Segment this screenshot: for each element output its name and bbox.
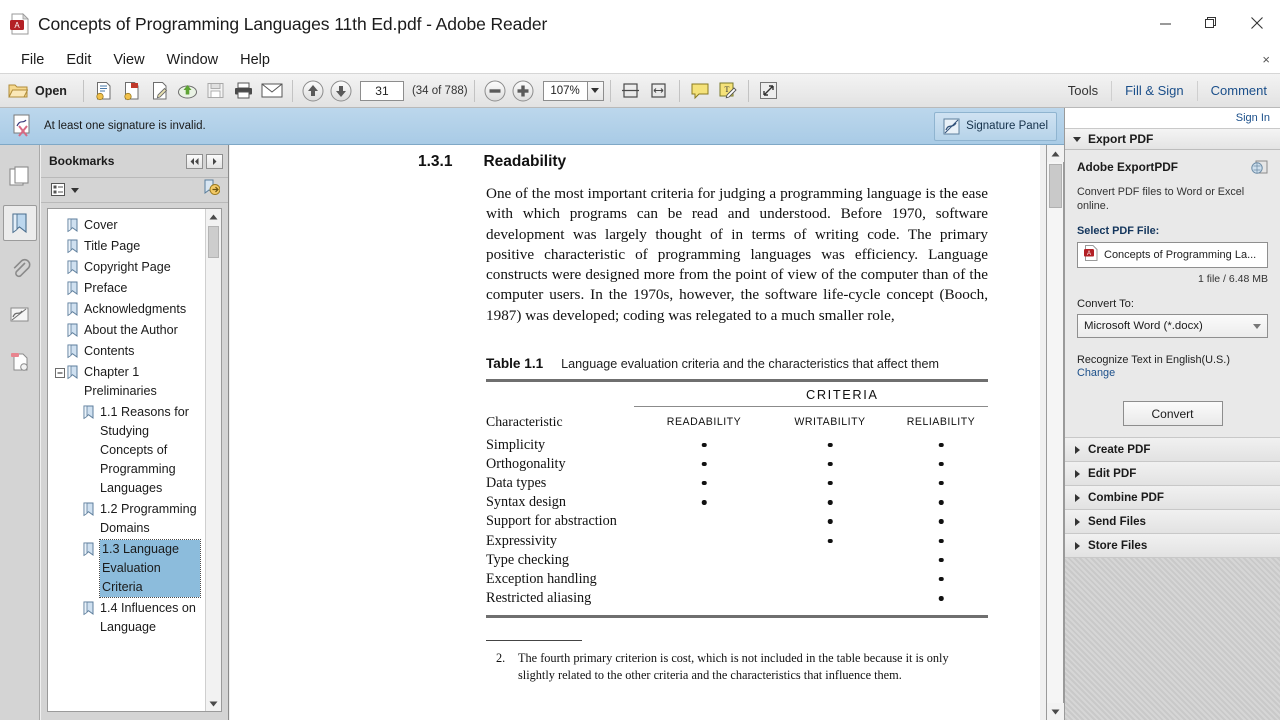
convert-to-select[interactable]	[1077, 314, 1268, 338]
bookmark-icon	[82, 601, 95, 616]
pdf-page	[230, 145, 1040, 720]
svg-text:T: T	[724, 85, 729, 94]
expand-panel-button[interactable]	[206, 154, 223, 169]
bookmarks-toolbar	[41, 177, 228, 203]
table-row	[486, 570, 988, 589]
tools-panel	[1064, 108, 1280, 720]
footnote-rule	[486, 640, 582, 641]
table-mark-reliability	[939, 558, 944, 563]
combine-pdf-section[interactable]	[1065, 485, 1280, 510]
edit-pdf-label: Edit PDF	[1088, 467, 1137, 480]
menu-window[interactable]: Window	[166, 52, 219, 68]
bookmark-icon	[66, 323, 79, 338]
table-column-readability: READABILITY	[666, 415, 742, 428]
bookmark-icon	[66, 365, 79, 380]
bookmark-icon	[82, 502, 95, 517]
table-mark-writability	[828, 443, 833, 448]
table-header-row	[486, 412, 988, 436]
collapse-panel-button[interactable]	[186, 154, 203, 169]
zoom-level-input[interactable]: 107%	[543, 81, 587, 101]
document-scrollbar[interactable]	[1046, 145, 1064, 720]
signature-panel-label: Signature Panel	[966, 120, 1048, 132]
table-row-header-label: Characteristic	[486, 413, 563, 429]
previous-page-icon[interactable]	[299, 77, 327, 105]
fit-width-icon[interactable]	[645, 77, 673, 105]
bookmark-item-1-2-programming-domains[interactable]	[54, 499, 203, 539]
destinations-icon[interactable]	[3, 343, 37, 379]
bookmarks-title: Bookmarks	[49, 154, 115, 168]
scrollbar-thumb[interactable]	[1049, 164, 1062, 208]
pdf-file-icon	[1084, 245, 1098, 266]
pdf-document-icon	[10, 13, 30, 35]
bookmark-label: 1.1 Reasons for Studying Concepts of Programming Languages	[100, 405, 189, 495]
chevron-down-icon	[71, 188, 79, 193]
bookmark-icon	[66, 239, 79, 254]
bookmark-options-icon[interactable]	[51, 183, 79, 197]
table-mark-writability	[828, 539, 833, 544]
scroll-up-icon[interactable]	[206, 209, 221, 224]
bookmark-item-chapter-1-preliminaries[interactable]	[54, 362, 203, 402]
bookmark-label: Title Page	[84, 239, 141, 253]
open-button[interactable]	[0, 77, 77, 105]
table-row	[486, 551, 988, 570]
scrollbar-thumb[interactable]	[208, 226, 219, 258]
attachments-icon[interactable]	[3, 251, 37, 287]
table-row	[486, 436, 988, 455]
zoom-in-icon[interactable]	[509, 77, 537, 105]
minimize-button[interactable]	[1142, 0, 1188, 46]
section-number: 1.3.1	[418, 153, 453, 170]
footnote	[496, 650, 988, 683]
chevron-right-icon	[1075, 518, 1080, 526]
table-mark-reliability	[939, 519, 944, 524]
table-column-reliability: RELIABILITY	[906, 415, 976, 428]
sign-in-link[interactable]: Sign In	[1235, 112, 1270, 124]
bookmark-item-cover[interactable]	[54, 215, 203, 236]
signature-panel-button[interactable]	[934, 112, 1057, 141]
bookmark-label: About the Author	[84, 323, 178, 337]
bookmark-item-title-page[interactable]	[54, 236, 203, 257]
toolbar-right-group	[1055, 74, 1280, 107]
table-cell-characteristic: Syntax design	[486, 494, 566, 511]
navigation-rail	[0, 145, 40, 720]
bookmark-icon	[66, 344, 79, 359]
create-pdf-icon[interactable]	[90, 77, 118, 105]
signature-panel-icon	[943, 118, 960, 135]
double-chevron-left-icon	[189, 157, 200, 166]
close-document-button[interactable]: ×	[1262, 52, 1270, 67]
footnote-text: The fourth primary criterion is cost, which is not included in the table because it is only slightly related to the other criteria and the characteristics that influence them.	[518, 651, 949, 682]
bookmark-icon	[66, 302, 79, 317]
selected-file-field[interactable]	[1077, 242, 1268, 268]
table-row	[486, 474, 988, 493]
chevron-right-icon	[1075, 470, 1080, 478]
table-cell-characteristic: Exception handling	[486, 570, 597, 587]
bookmark-label: Contents	[84, 344, 135, 358]
table-number: Table 1.1	[486, 356, 544, 372]
save-icon[interactable]	[202, 77, 230, 105]
export-pdf-title: Export PDF	[1088, 132, 1154, 146]
table-bottom-rule	[486, 615, 988, 618]
collapse-twisty-icon[interactable]	[54, 367, 65, 378]
signatures-icon[interactable]	[3, 297, 37, 333]
bookmarks-list	[48, 209, 205, 711]
bookmark-label: 1.2 Programming Domains	[100, 502, 197, 535]
export-pdf-description: Convert PDF files to Word or Excel online.	[1077, 186, 1245, 212]
cloud-upload-icon[interactable]	[174, 77, 202, 105]
document-view[interactable]	[230, 145, 1040, 720]
zoom-dropdown-button[interactable]	[587, 81, 604, 101]
chevron-right-icon	[210, 157, 219, 166]
scroll-down-icon[interactable]	[1047, 703, 1064, 720]
create-pdf-section[interactable]	[1065, 437, 1280, 462]
bookmarks-list-container	[47, 208, 222, 712]
table-group-rule	[634, 406, 988, 407]
main-toolbar	[0, 74, 1280, 108]
signature-warning-text: At least one signature is invalid.	[44, 120, 206, 132]
bookmark-item-1-4-influences-on-language[interactable]	[54, 598, 203, 638]
table-cell-characteristic: Data types	[486, 474, 547, 491]
bookmark-item-preface[interactable]	[54, 278, 203, 299]
bookmark-item-1-3-language-evaluation-criteria[interactable]	[54, 539, 203, 598]
section-heading	[418, 153, 1040, 171]
store-files-section[interactable]	[1065, 533, 1280, 558]
recognize-text-label: Recognize Text in English(U.S.)	[1077, 354, 1230, 366]
bookmark-item-copyright-page[interactable]	[54, 257, 203, 278]
page-thumbnails-icon[interactable]	[3, 159, 37, 195]
sticky-note-icon[interactable]	[686, 77, 714, 105]
toolbar-separator	[748, 80, 749, 102]
chevron-right-icon	[1075, 494, 1080, 502]
table-cell-characteristic: Restricted aliasing	[486, 590, 592, 607]
bookmark-item-about-the-author[interactable]	[54, 320, 203, 341]
open-folder-icon	[8, 82, 28, 99]
chevron-right-icon	[1075, 446, 1080, 454]
menu-help[interactable]: Help	[240, 52, 270, 68]
bookmark-icon	[66, 281, 79, 296]
bookmarks-scrollbar[interactable]	[205, 209, 221, 711]
table-mark-reliability	[939, 596, 944, 601]
fill-and-sign-button[interactable]: Fill & Sign	[1125, 83, 1184, 98]
table-group-header-row	[486, 382, 988, 408]
table-group-header: CRITERIA	[806, 386, 879, 402]
bookmark-icon	[66, 260, 79, 275]
bookmark-label: 1.4 Influences on Language	[100, 601, 196, 634]
chevron-right-icon	[1075, 542, 1080, 550]
selected-file-name: Concepts of Programming La...	[1104, 249, 1257, 261]
toolbar-separator	[292, 80, 293, 102]
tools-button[interactable]: Tools	[1067, 83, 1099, 98]
sign-in-bar	[1065, 108, 1280, 128]
menu-file[interactable]: File	[21, 52, 45, 68]
table-row	[486, 589, 988, 608]
toolbar-separator	[679, 80, 680, 102]
toolbar-separator	[610, 80, 611, 102]
next-page-icon[interactable]	[327, 77, 355, 105]
page-number-input[interactable]: 31	[360, 81, 404, 101]
scroll-down-icon[interactable]	[206, 696, 221, 711]
table-row	[486, 455, 988, 474]
export-pdf-body	[1065, 150, 1280, 438]
table-mark-writability	[828, 519, 833, 524]
menu-bar	[0, 47, 1280, 74]
window-title: Concepts of Programming Languages 11th Ed.pdf - Adobe Reader	[38, 13, 548, 34]
footnote-number: 2.	[496, 651, 506, 666]
bookmarks-panel-header	[41, 145, 228, 177]
toolbar-separator	[83, 80, 84, 102]
file-size-label: 1 file / 6.48 MB	[1197, 273, 1268, 285]
body-paragraph: One of the most important criteria for judging a programming language is the ease with which programs can be read and understood. Before 1970, software development was largely thought of in terms of writing code. The primary positive characteristic of programming languages was efficiency. Language constructs were designed more from the point of view of the computer than of the computer users. In the 1970s, however, the software life-cycle concept (Booch, 1987) was developed; coding was relegated to a much smaller role,	[486, 185, 988, 324]
new-bookmark-icon[interactable]	[203, 179, 220, 201]
table-column-writability: WRITABILITY	[794, 415, 866, 428]
fit-page-icon[interactable]	[617, 77, 645, 105]
export-pdf-badge-icon	[1251, 160, 1268, 181]
toolbar-separator	[474, 80, 475, 102]
table-mark-reliability	[939, 481, 944, 486]
edit-pdf-icon[interactable]	[146, 77, 174, 105]
window-controls	[1142, 0, 1280, 46]
bookmark-icon	[82, 405, 95, 420]
table-mark-reliability	[939, 577, 944, 582]
scroll-up-icon[interactable]	[1047, 145, 1064, 162]
table-row	[486, 493, 988, 512]
send-files-section[interactable]	[1065, 509, 1280, 534]
panel-filler	[1065, 558, 1280, 720]
highlight-text-icon[interactable]	[714, 77, 742, 105]
convert-to-label: Convert To:	[1077, 298, 1135, 310]
invalid-signature-icon	[12, 114, 34, 138]
page-count-label: (34 of 788)	[411, 84, 468, 97]
zoom-out-icon[interactable]	[481, 77, 509, 105]
export-pdf-icon[interactable]	[118, 77, 146, 105]
export-pdf-brand: Adobe ExportPDF	[1077, 160, 1178, 174]
table-row	[486, 532, 988, 551]
bookmark-label: Chapter 1 Preliminaries	[84, 365, 157, 398]
bookmark-label: Acknowledgments	[84, 302, 187, 316]
bookmarks-nav-buttons	[186, 154, 223, 169]
bookmarks-panel	[41, 145, 229, 720]
edit-pdf-section[interactable]	[1065, 461, 1280, 486]
convert-button-label: Convert	[1151, 406, 1194, 421]
email-icon[interactable]	[258, 77, 286, 105]
bookmark-item-acknowledgments[interactable]	[54, 299, 203, 320]
pdf-page-content	[230, 145, 1040, 683]
bookmarks-icon[interactable]	[3, 205, 37, 241]
table-mark-writability	[828, 481, 833, 486]
table-mark-reliability	[939, 443, 944, 448]
chevron-down-icon	[591, 88, 599, 93]
table-mark-reliability	[939, 500, 944, 505]
table-mark-writability	[828, 500, 833, 505]
bookmark-item-contents[interactable]	[54, 341, 203, 362]
bookmark-label: Copyright Page	[84, 260, 171, 274]
convert-to-value: Microsoft Word (*.docx)	[1084, 320, 1203, 332]
select-pdf-file-label: Select PDF File:	[1077, 225, 1160, 237]
table-row	[486, 512, 988, 531]
table-cell-characteristic: Simplicity	[486, 436, 546, 453]
send-files-label: Send Files	[1088, 515, 1146, 528]
menu-edit[interactable]: Edit	[66, 52, 92, 68]
convert-button[interactable]	[1123, 401, 1223, 426]
svg-text:A: A	[1086, 250, 1092, 257]
chevron-down-icon	[1073, 137, 1081, 142]
table-cell-characteristic: Type checking	[486, 551, 569, 568]
close-button[interactable]	[1234, 0, 1280, 46]
table-cell-characteristic: Support for abstraction	[486, 513, 617, 530]
menu-view[interactable]: View	[113, 52, 145, 68]
table-mark-readability	[702, 462, 707, 467]
table-mark-readability	[702, 500, 707, 505]
evaluation-criteria-table	[486, 379, 988, 618]
signature-warning-bar	[0, 108, 1065, 145]
page-title: Readability	[483, 153, 567, 170]
bookmark-icon	[66, 218, 79, 233]
export-pdf-brand-row	[1077, 160, 1268, 181]
open-button-label: Open	[35, 83, 67, 98]
table-cell-characteristic: Expressivity	[486, 532, 557, 549]
create-pdf-label: Create PDF	[1088, 443, 1151, 456]
bookmark-label: Preface	[84, 281, 128, 295]
comment-button[interactable]: Comment	[1210, 83, 1267, 98]
table-caption-text: Language evaluation criteria and the characteristics that affect them	[561, 357, 939, 372]
bookmark-label: Cover	[84, 218, 118, 232]
chevron-down-icon	[1253, 324, 1261, 329]
print-icon[interactable]	[230, 77, 258, 105]
table-mark-readability	[702, 481, 707, 486]
combine-pdf-label: Combine PDF	[1088, 491, 1165, 504]
store-files-label: Store Files	[1088, 539, 1148, 552]
change-language-link[interactable]: Change	[1077, 367, 1116, 379]
table-mark-reliability	[939, 462, 944, 467]
bookmark-label: 1.3 Language Evaluation Criteria	[100, 540, 200, 597]
table-mark-reliability	[939, 539, 944, 544]
table-mark-readability	[702, 443, 707, 448]
export-pdf-section-header[interactable]	[1065, 128, 1280, 150]
bookmark-item-1-1-reasons-for-studying[interactable]	[54, 402, 203, 499]
bookmark-icon	[82, 542, 95, 557]
title-bar	[0, 0, 1280, 48]
table-cell-characteristic: Orthogonality	[486, 455, 566, 472]
svg-text:A: A	[14, 21, 20, 31]
read-mode-icon[interactable]	[755, 77, 783, 105]
maximize-button[interactable]	[1188, 0, 1234, 46]
table-mark-writability	[828, 462, 833, 467]
table-caption	[486, 356, 1040, 371]
